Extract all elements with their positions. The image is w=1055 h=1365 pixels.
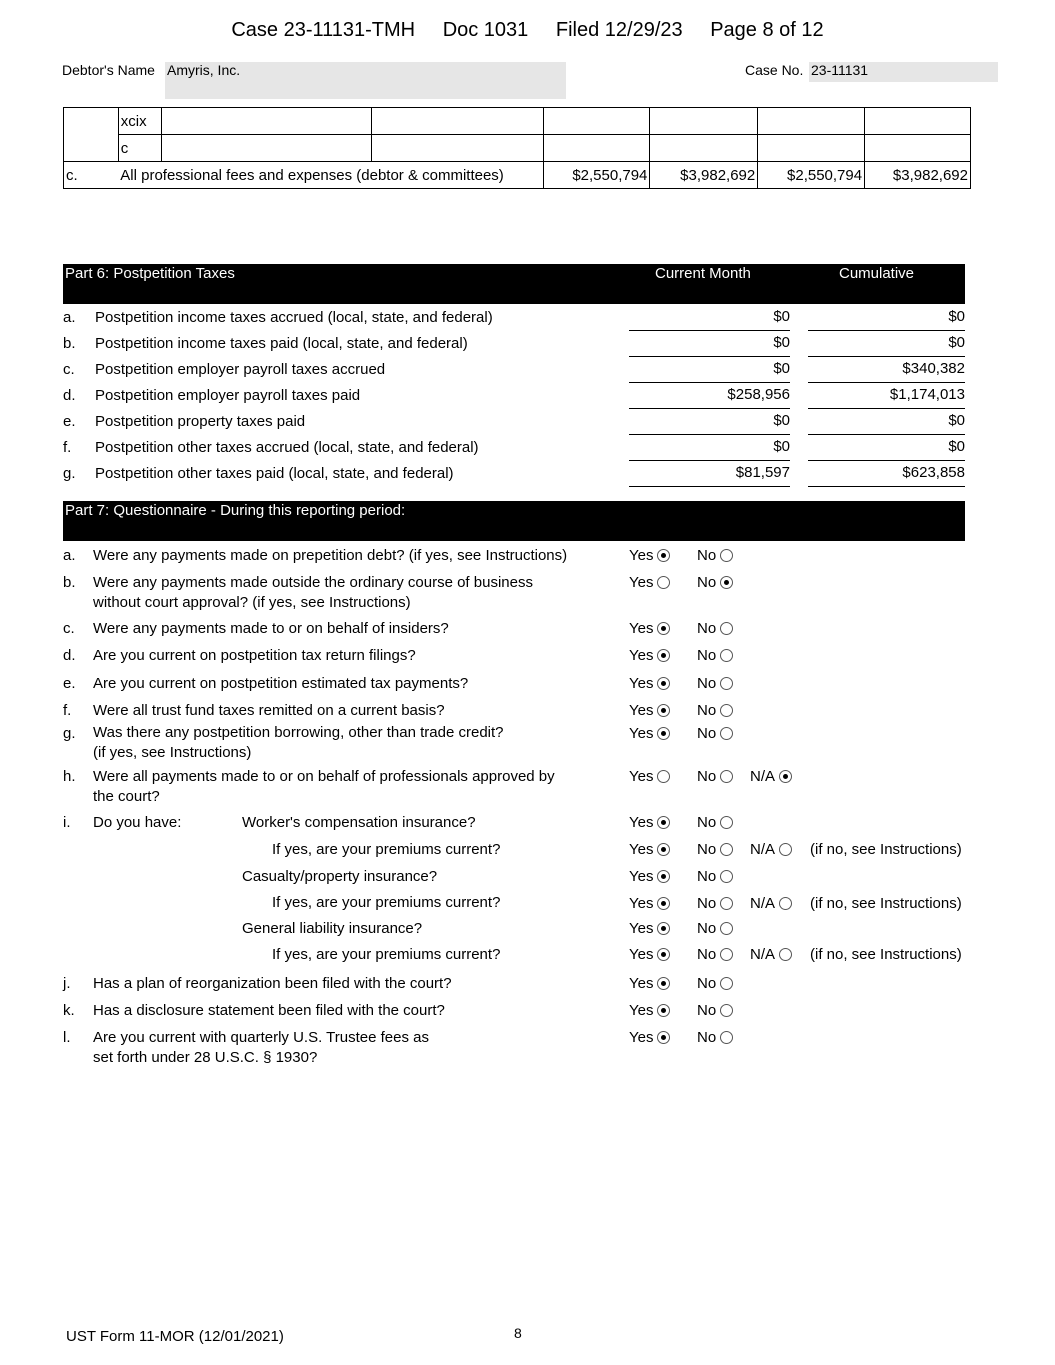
tax-cumulative-value[interactable]: $0 — [808, 308, 965, 331]
question-a-text: Were any payments made on prepetition debt? (if yes, see Instructions) — [93, 547, 568, 564]
radio-i-liability-yes[interactable] — [629, 920, 670, 937]
radio-circle-icon[interactable] — [657, 870, 670, 883]
radio-d-yes[interactable] — [629, 647, 670, 664]
radio-h-yes[interactable] — [629, 768, 670, 785]
radio-label: Yes — [629, 814, 654, 831]
radio-label: Yes — [629, 1029, 654, 1046]
radio-circle-icon[interactable] — [720, 977, 733, 990]
radio-circle-icon[interactable] — [657, 948, 670, 961]
radio-i-workers-premiums-no[interactable] — [697, 841, 733, 858]
tax-row-label: Postpetition other taxes paid (local, state, and federal) — [95, 465, 454, 482]
tax-row-letter: e. — [63, 413, 76, 430]
radio-g-no[interactable] — [697, 725, 733, 742]
radio-circle-icon[interactable] — [657, 677, 670, 690]
question-l-text: Are you current with quarterly U.S. Trustee fees as — [93, 1029, 429, 1046]
debtor-name-field[interactable]: Amyris, Inc. — [165, 62, 566, 99]
radio-i-liability-no[interactable] — [697, 920, 733, 937]
radio-circle-icon[interactable] — [657, 1031, 670, 1044]
radio-circle-icon[interactable] — [657, 1004, 670, 1017]
case-number-header: Case 23-11131-TMH — [231, 19, 416, 41]
radio-label: Yes — [629, 647, 654, 664]
part7-header — [63, 501, 965, 541]
question-letter: i. — [63, 814, 71, 831]
total-value: $2,550,794 — [543, 162, 650, 189]
radio-circle-icon[interactable] — [657, 727, 670, 740]
radio-i-casualty-premiums-yes[interactable] — [629, 895, 670, 912]
table-cell[interactable] — [758, 135, 865, 162]
tax-current-month-value[interactable]: $0 — [629, 412, 790, 435]
table-cell[interactable] — [161, 135, 371, 162]
question-i-label: Do you have: — [93, 814, 182, 831]
see-instructions-note: (if no, see Instructions) — [810, 841, 962, 858]
radio-label: No — [697, 675, 717, 692]
radio-label: N/A — [750, 841, 776, 858]
total-value: $3,982,692 — [865, 162, 971, 189]
radio-c-no[interactable] — [697, 620, 733, 637]
radio-label: Yes — [629, 895, 654, 912]
tax-cumulative-value[interactable]: $0 — [808, 438, 965, 461]
radio-circle-icon[interactable] — [779, 948, 792, 961]
radio-g-yes[interactable] — [629, 725, 670, 742]
radio-circle-icon[interactable] — [657, 549, 670, 562]
radio-b-yes[interactable] — [629, 574, 670, 591]
tax-row-label: Postpetition other taxes accrued (local, state, and federal) — [95, 439, 479, 456]
radio-label: No — [697, 920, 717, 937]
question-letter: g. — [63, 725, 76, 742]
radio-label: No — [697, 768, 717, 785]
total-row — [64, 162, 971, 189]
radio-i-workers-yes[interactable] — [629, 814, 670, 831]
radio-circle-icon[interactable] — [720, 870, 733, 883]
tax-current-month-value[interactable]: $258,956 — [629, 386, 790, 409]
radio-circle-icon[interactable] — [720, 770, 733, 783]
question-letter: c. — [63, 620, 75, 637]
workers-premiums-text: If yes, are your premiums current? — [272, 841, 501, 858]
casualty-premiums-text: If yes, are your premiums current? — [272, 894, 501, 911]
question-d-text: Are you current on postpetition tax return filings? — [93, 647, 416, 664]
radio-i-casualty-premiums-no[interactable] — [697, 895, 733, 912]
question-g-text: Was there any postpetition borrowing, other than trade credit? — [93, 724, 504, 741]
liability-premiums-text: If yes, are your premiums current? — [272, 946, 501, 963]
total-letter: c. — [64, 162, 119, 189]
radio-circle-icon[interactable] — [657, 897, 670, 910]
table-cell[interactable] — [865, 135, 971, 162]
radio-l-yes[interactable] — [629, 1029, 670, 1046]
tax-row-letter: b. — [63, 335, 76, 352]
tax-current-month-value[interactable]: $81,597 — [629, 464, 790, 487]
tax-current-month-value[interactable]: $0 — [629, 438, 790, 461]
workers-comp-text: Worker's compensation insurance? — [242, 814, 476, 831]
radio-label: N/A — [750, 946, 776, 963]
radio-circle-icon[interactable] — [720, 897, 733, 910]
question-letter: k. — [63, 1002, 75, 1019]
radio-circle-icon[interactable] — [779, 843, 792, 856]
radio-label: No — [697, 841, 717, 858]
radio-a-no[interactable] — [697, 547, 733, 564]
case-header — [0, 19, 1055, 42]
radio-label: Yes — [629, 868, 654, 885]
part6-header — [63, 264, 965, 304]
radio-circle-icon[interactable] — [657, 843, 670, 856]
radio-circle-icon[interactable] — [779, 770, 792, 783]
question-e-text: Are you current on postpetition estimated tax payments? — [93, 675, 469, 692]
row-number: xcix — [118, 108, 161, 135]
total-value: $3,982,692 — [650, 162, 758, 189]
table-cell[interactable] — [161, 108, 371, 135]
tax-cumulative-value[interactable]: $0 — [808, 334, 965, 357]
table-cell[interactable] — [543, 135, 650, 162]
radio-h-no[interactable] — [697, 768, 733, 785]
radio-circle-icon[interactable] — [720, 549, 733, 562]
radio-circle-icon[interactable] — [657, 770, 670, 783]
question-h-text: Were all payments made to or on behalf of professionals approved by — [93, 768, 555, 785]
table-cell[interactable] — [371, 108, 543, 135]
radio-label: No — [697, 620, 717, 637]
case-no-field[interactable]: 23-11131 — [809, 62, 998, 82]
radio-circle-icon[interactable] — [720, 843, 733, 856]
tax-current-month-value[interactable]: $0 — [629, 308, 790, 331]
radio-i-casualty-premiums-na[interactable] — [750, 895, 792, 912]
see-instructions-note: (if no, see Instructions) — [810, 895, 962, 912]
case-no-label: Case No. — [745, 62, 804, 78]
col-cumulative: Cumulative — [839, 265, 915, 282]
radio-label: No — [697, 702, 717, 719]
radio-circle-icon[interactable] — [657, 704, 670, 717]
radio-label: No — [697, 647, 717, 664]
table-cell[interactable] — [650, 135, 758, 162]
radio-j-yes[interactable] — [629, 975, 670, 992]
radio-label: Yes — [629, 1002, 654, 1019]
radio-circle-icon[interactable] — [657, 922, 670, 935]
radio-label: Yes — [629, 675, 654, 692]
question-h-text-line2: the court? — [93, 788, 160, 805]
radio-i-workers-premiums-na[interactable] — [750, 841, 792, 858]
tax-row-label: Postpetition property taxes paid — [95, 413, 306, 430]
radio-e-no[interactable] — [697, 675, 733, 692]
tax-row-label: Postpetition income taxes paid (local, state, and federal) — [95, 335, 468, 352]
radio-circle-icon[interactable] — [720, 816, 733, 829]
radio-label: No — [697, 946, 717, 963]
liability-text: General liability insurance? — [242, 920, 423, 937]
tax-cumulative-value[interactable]: $623,858 — [808, 464, 965, 487]
radio-circle-icon[interactable] — [657, 622, 670, 635]
question-letter: a. — [63, 547, 76, 564]
question-j-text: Has a plan of reorganization been filed with the court? — [93, 975, 452, 992]
radio-circle-icon[interactable] — [720, 704, 733, 717]
radio-h-na[interactable] — [750, 768, 792, 785]
radio-circle-icon[interactable] — [720, 649, 733, 662]
radio-circle-icon[interactable] — [720, 727, 733, 740]
radio-circle-icon[interactable] — [657, 649, 670, 662]
part7-title: Part 7: Questionnaire - During this reporting period: — [65, 502, 406, 519]
question-k-text: Has a disclosure statement been filed with the court? — [93, 1002, 445, 1019]
radio-label: No — [697, 574, 717, 591]
debtor-name-label: Debtor's Name — [62, 62, 155, 78]
total-value: $2,550,794 — [758, 162, 865, 189]
radio-e-yes[interactable] — [629, 675, 670, 692]
radio-j-no[interactable] — [697, 975, 733, 992]
radio-circle-icon[interactable] — [657, 977, 670, 990]
radio-label: No — [697, 975, 717, 992]
radio-circle-icon[interactable] — [720, 1031, 733, 1044]
radio-label: Yes — [629, 975, 654, 992]
radio-label: Yes — [629, 574, 654, 591]
tax-row-label: Postpetition income taxes accrued (local, state, and federal) — [95, 309, 493, 326]
see-instructions-note: (if no, see Instructions) — [810, 946, 962, 963]
radio-f-no[interactable] — [697, 702, 733, 719]
radio-label: Yes — [629, 725, 654, 742]
question-letter: h. — [63, 768, 76, 785]
tax-current-month-value[interactable]: $0 — [629, 334, 790, 357]
radio-f-yes[interactable] — [629, 702, 670, 719]
radio-label: No — [697, 725, 717, 742]
table-cell[interactable] — [650, 108, 758, 135]
table-cell[interactable] — [865, 108, 971, 135]
radio-i-liability-premiums-na[interactable] — [750, 946, 792, 963]
question-letter: d. — [63, 647, 76, 664]
radio-i-liability-premiums-yes[interactable] — [629, 946, 670, 963]
radio-label: N/A — [750, 768, 776, 785]
table-row — [64, 135, 971, 162]
radio-label: No — [697, 1002, 717, 1019]
table-row — [64, 108, 971, 135]
radio-l-no[interactable] — [697, 1029, 733, 1046]
tax-cumulative-value[interactable]: $0 — [808, 412, 965, 435]
question-l-text-line2: set forth under 28 U.S.C. § 1930? — [93, 1049, 318, 1066]
tax-current-month-value[interactable]: $0 — [629, 360, 790, 383]
radio-label: No — [697, 895, 717, 912]
radio-i-workers-premiums-yes[interactable] — [629, 841, 670, 858]
question-f-text: Were all trust fund taxes remitted on a current basis? — [93, 702, 445, 719]
tax-cumulative-value[interactable]: $1,174,013 — [808, 386, 965, 409]
tax-row-letter: g. — [63, 465, 76, 482]
question-b-text: Were any payments made outside the ordinary course of business — [93, 574, 533, 591]
total-label: All professional fees and expenses (debtor & committees) — [118, 162, 543, 189]
radio-d-no[interactable] — [697, 647, 733, 664]
radio-label: Yes — [629, 547, 654, 564]
radio-i-workers-no[interactable] — [697, 814, 733, 831]
question-g-text-line2: (if yes, see Instructions) — [93, 744, 252, 761]
filed-date-header: Filed 12/29/23 — [555, 19, 683, 41]
question-letter: j. — [63, 975, 71, 992]
radio-label: Yes — [629, 946, 654, 963]
table-cell[interactable] — [543, 108, 650, 135]
radio-circle-icon[interactable] — [720, 677, 733, 690]
col-current-month: Current Month — [655, 265, 751, 282]
radio-k-no[interactable] — [697, 1002, 733, 1019]
radio-i-liability-premiums-no[interactable] — [697, 946, 733, 963]
radio-circle-icon[interactable] — [720, 1004, 733, 1017]
part6-title: Part 6: Postpetition Taxes — [65, 265, 235, 282]
tax-row-letter: a. — [63, 309, 76, 326]
question-b-text-line2: without court approval? (if yes, see Instructions) — [93, 594, 411, 611]
question-letter: b. — [63, 574, 76, 591]
question-c-text: Were any payments made to or on behalf of insiders? — [93, 620, 449, 637]
question-letter: e. — [63, 675, 76, 692]
radio-circle-icon[interactable] — [657, 576, 670, 589]
tax-row-letter: d. — [63, 387, 76, 404]
professional-fees-table — [63, 107, 971, 189]
page-indicator: Page 8 of 12 — [710, 19, 824, 41]
tax-row-label: Postpetition employer payroll taxes accrued — [95, 361, 386, 378]
radio-label: Yes — [629, 841, 654, 858]
tax-row-letter: c. — [63, 361, 75, 378]
radio-circle-icon[interactable] — [779, 897, 792, 910]
casualty-text: Casualty/property insurance? — [242, 868, 438, 885]
radio-label: No — [697, 1029, 717, 1046]
radio-i-casualty-no[interactable] — [697, 868, 733, 885]
radio-circle-icon[interactable] — [720, 576, 733, 589]
tax-row-letter: f. — [63, 439, 72, 456]
radio-circle-icon[interactable] — [720, 922, 733, 935]
table-cell[interactable] — [758, 108, 865, 135]
radio-circle-icon[interactable] — [720, 948, 733, 961]
radio-i-casualty-yes[interactable] — [629, 868, 670, 885]
radio-label: Yes — [629, 920, 654, 937]
radio-label: No — [697, 547, 717, 564]
radio-c-yes[interactable] — [629, 620, 670, 637]
radio-label: N/A — [750, 895, 776, 912]
tax-row-label: Postpetition employer payroll taxes paid — [95, 387, 361, 404]
question-letter: l. — [63, 1029, 71, 1046]
radio-a-yes[interactable] — [629, 547, 670, 564]
tax-cumulative-value[interactable]: $340,382 — [808, 360, 965, 383]
row-number: c — [118, 135, 161, 162]
radio-circle-icon[interactable] — [720, 622, 733, 635]
radio-label: No — [697, 868, 717, 885]
radio-label: Yes — [629, 702, 654, 719]
radio-k-yes[interactable] — [629, 1002, 670, 1019]
radio-label: Yes — [629, 620, 654, 637]
form-id: UST Form 11-MOR (12/01/2021) — [66, 1328, 284, 1345]
doc-number-header: Doc 1031 — [442, 19, 529, 41]
page-number: 8 — [514, 1325, 522, 1341]
radio-label: No — [697, 814, 717, 831]
radio-circle-icon[interactable] — [657, 816, 670, 829]
radio-b-no[interactable] — [697, 574, 733, 591]
question-letter: f. — [63, 702, 72, 719]
table-cell[interactable] — [371, 135, 543, 162]
radio-label: Yes — [629, 768, 654, 785]
